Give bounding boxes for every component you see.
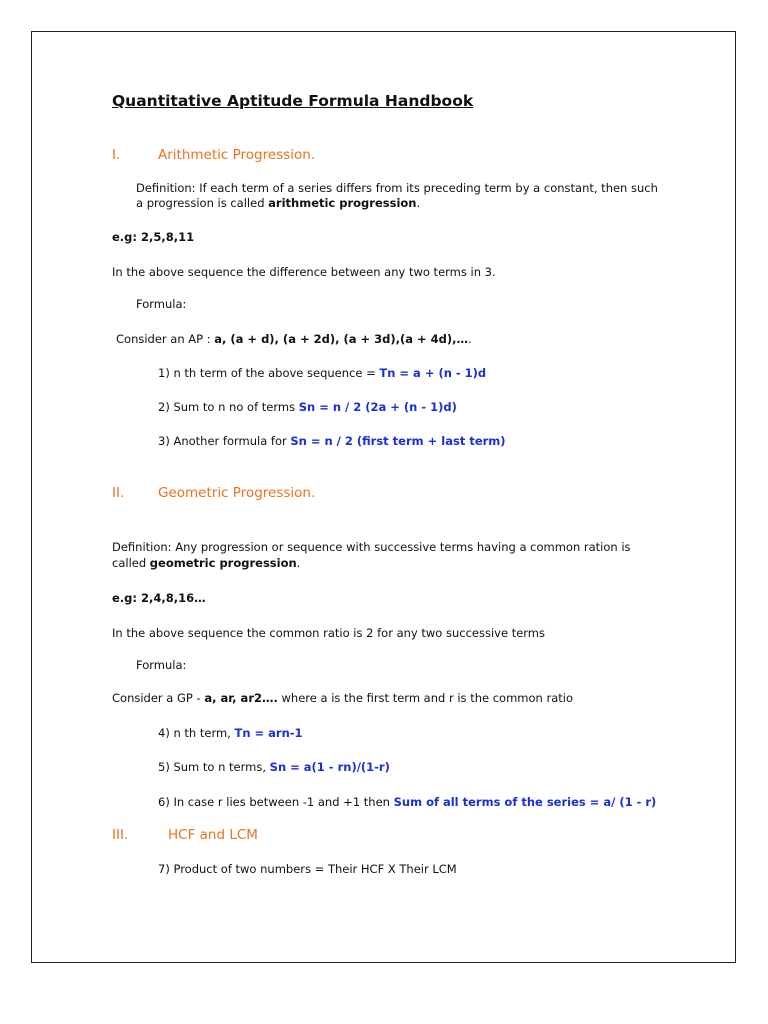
ap-definition-line2: a progression is called arithmetic progression.: [136, 196, 421, 210]
gp-definition-line2: called geometric progression.: [112, 556, 301, 570]
formula-1-expression: Tn = a + (n - 1)d: [379, 366, 487, 380]
formula-4-expression: Tn = arn-1: [234, 726, 303, 740]
section-3-number: III.: [112, 827, 129, 843]
section-1-number: I.: [112, 147, 121, 163]
ap-difference-text: In the above sequence the difference between any two terms in 3.: [112, 265, 496, 279]
gp-definition-line1: Definition: Any progression or sequence with successive terms having a common ration is: [112, 540, 631, 554]
section-2-heading: Geometric Progression.: [158, 485, 316, 501]
formula-1: 1) n th term of the above sequence = Tn = a + (n - 1)d: [158, 366, 487, 380]
ap-sequence: a, (a + d), (a + 2d), (a + 3d),(a + 4d),…: [214, 332, 468, 346]
formula-6: 6) In case r lies between -1 and +1 then Sum of all terms of the series = a/ (1 - r): [158, 795, 657, 809]
formula-5: 5) Sum to n terms, Sn = a(1 - rn)/(1-r): [158, 760, 390, 774]
formula-2-expression: Sn = n / 2 (2a + (n - 1)d): [298, 400, 457, 414]
formula-4: 4) n th term, Tn = arn-1: [158, 726, 303, 740]
gp-example: e.g: 2,4,8,16…: [112, 591, 206, 605]
section-1-heading: Arithmetic Progression.: [158, 147, 316, 163]
gp-formula-label: Formula:: [136, 658, 187, 672]
formula-7: 7) Product of two numbers = Their HCF X Their LCM: [158, 862, 457, 876]
section-2-number: II.: [112, 485, 125, 501]
gp-definition-term: geometric progression: [149, 556, 297, 570]
section-3-heading: HCF and LCM: [168, 827, 258, 843]
formula-5-expression: Sn = a(1 - rn)/(1-r): [269, 760, 390, 774]
ap-definition-line1: Definition: If each term of a series differs from its preceding term by a constant, then such: [136, 181, 658, 195]
formula-6-expression: Sum of all terms of the series = a/ (1 - r): [393, 795, 657, 809]
gp-sequence: a, ar, ar2….: [204, 691, 278, 705]
ap-example: e.g: 2,5,8,11: [112, 230, 195, 244]
document-page: [31, 31, 736, 963]
ap-formula-label: Formula:: [136, 297, 187, 311]
ap-consider-line: Consider an AP : a, (a + d), (a + 2d), (a + 3d),(a + 4d),….: [116, 332, 472, 346]
gp-consider-line: Consider a GP - a, ar, ar2…. where a is the first term and r is the common ratio: [112, 691, 573, 705]
formula-2: 2) Sum to n no of terms Sn = n / 2 (2a + (n - 1)d): [158, 400, 457, 414]
gp-ratio-text: In the above sequence the common ratio is 2 for any two successive terms: [112, 626, 546, 640]
document-title: Quantitative Aptitude Formula Handbook: [112, 92, 474, 110]
formula-3: 3) Another formula for Sn = n / 2 (first term + last term): [158, 434, 506, 448]
ap-definition-term: arithmetic progression: [268, 196, 417, 210]
formula-3-expression: Sn = n / 2 (first term + last term): [290, 434, 506, 448]
